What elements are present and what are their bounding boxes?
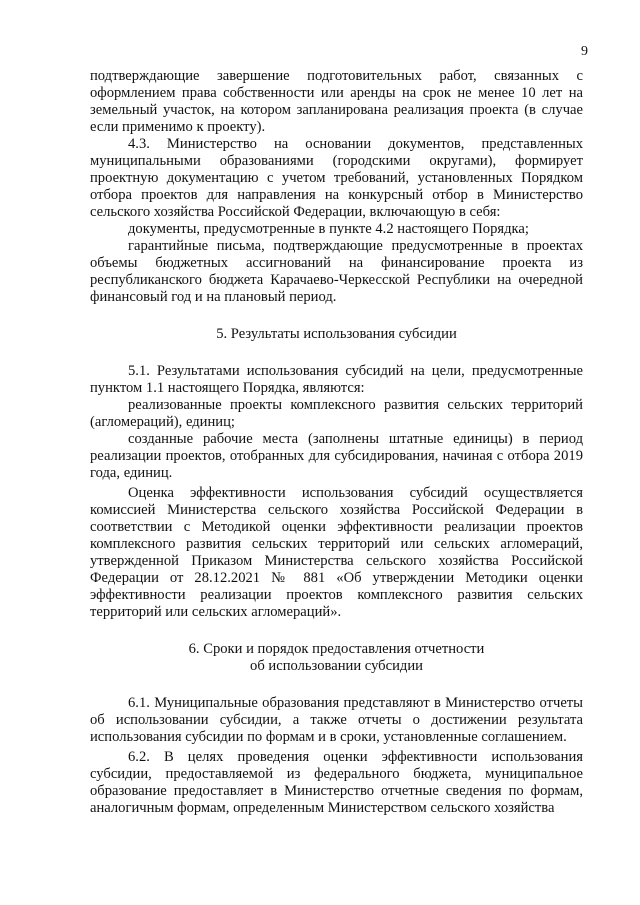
section-6-heading-line-2: об использовании субсидии [250, 658, 423, 674]
section-6-heading [90, 641, 583, 675]
paragraph-projects-result: реализованные проекты комплексного развития сельских территорий (агломераций), единиц; [90, 397, 583, 430]
section-6-heading-line-1: 6. Сроки и порядок предоставления отчетности [188, 641, 485, 657]
paragraph-continuation: подтверждающие завершение подготовительных работ, связанных с оформлением права собственности или аренды на срок не менее 10 лет на земельный участок, на котором запланирована реализация проекта (в случае если применимо к проекту). [90, 68, 583, 135]
paragraph-6-1: 6.1. Муниципальные образования представляют в Министерство отчеты об использовании субсидии, а также отчеты о достижении результата использования субсидии по формам и в сроки, установленные соглашением. [90, 695, 583, 745]
page-number: 9 [581, 44, 588, 59]
document-body [90, 68, 583, 817]
section-5-heading: 5. Результаты использования субсидии [216, 326, 457, 342]
paragraph-documents: документы, предусмотренные в пункте 4.2 настоящего Порядка; [128, 221, 529, 237]
paragraph-efficiency-assessment: Оценка эффективности использования субсидий осуществляется комиссией Министерства сельского хозяйства Российской Федерации в соответствии с Методикой оценки эффективности реализации проектов комплексного развития сельских территорий или сельских агломераций, утвержденной Приказом Министерства сельского хозяйства Российской Федерации от 28.12.2021 № 881 «Об утверждении Методики оценки эффективности реализации проектов комплексного развития сельских территорий или сельских агломераций». [90, 485, 583, 620]
paragraph-5-1: 5.1. Результатами использования субсидий на цели, предусмотренные пунктом 1.1 настоящего Порядка, являются: [90, 363, 583, 396]
paragraph-jobs-result: созданные рабочие места (заполнены штатные единицы) в период реализации проектов, отобранных для субсидирования, начиная с отбора 2019 года, единиц. [90, 431, 583, 481]
paragraph-guarantee-letters: гарантийные письма, подтверждающие предусмотренные в проектах объемы бюджетных ассигнований на финансирование проекта из республиканского бюджета Карачаево-Черкесской Республики на очередной финансовый год и на плановый период. [90, 238, 583, 305]
paragraph-4-3: 4.3. Министерство на основании документов, представленных муниципальными образованиями (городскими округами), формирует проектную документацию с учетом требований, установленных Порядком отбора проектов для направления на конкурсный отбор в Министерство сельского хозяйства Российской Федерации, включающую в себя: [90, 136, 583, 220]
paragraph-6-2: 6.2. В целях проведения оценки эффективности использования субсидии, предоставляемой из федерального бюджета, муниципальное образование предоставляет в Министерство отчетные сведения по формам, аналогичным формам, определенным Министерством сельского хозяйства [90, 749, 583, 816]
